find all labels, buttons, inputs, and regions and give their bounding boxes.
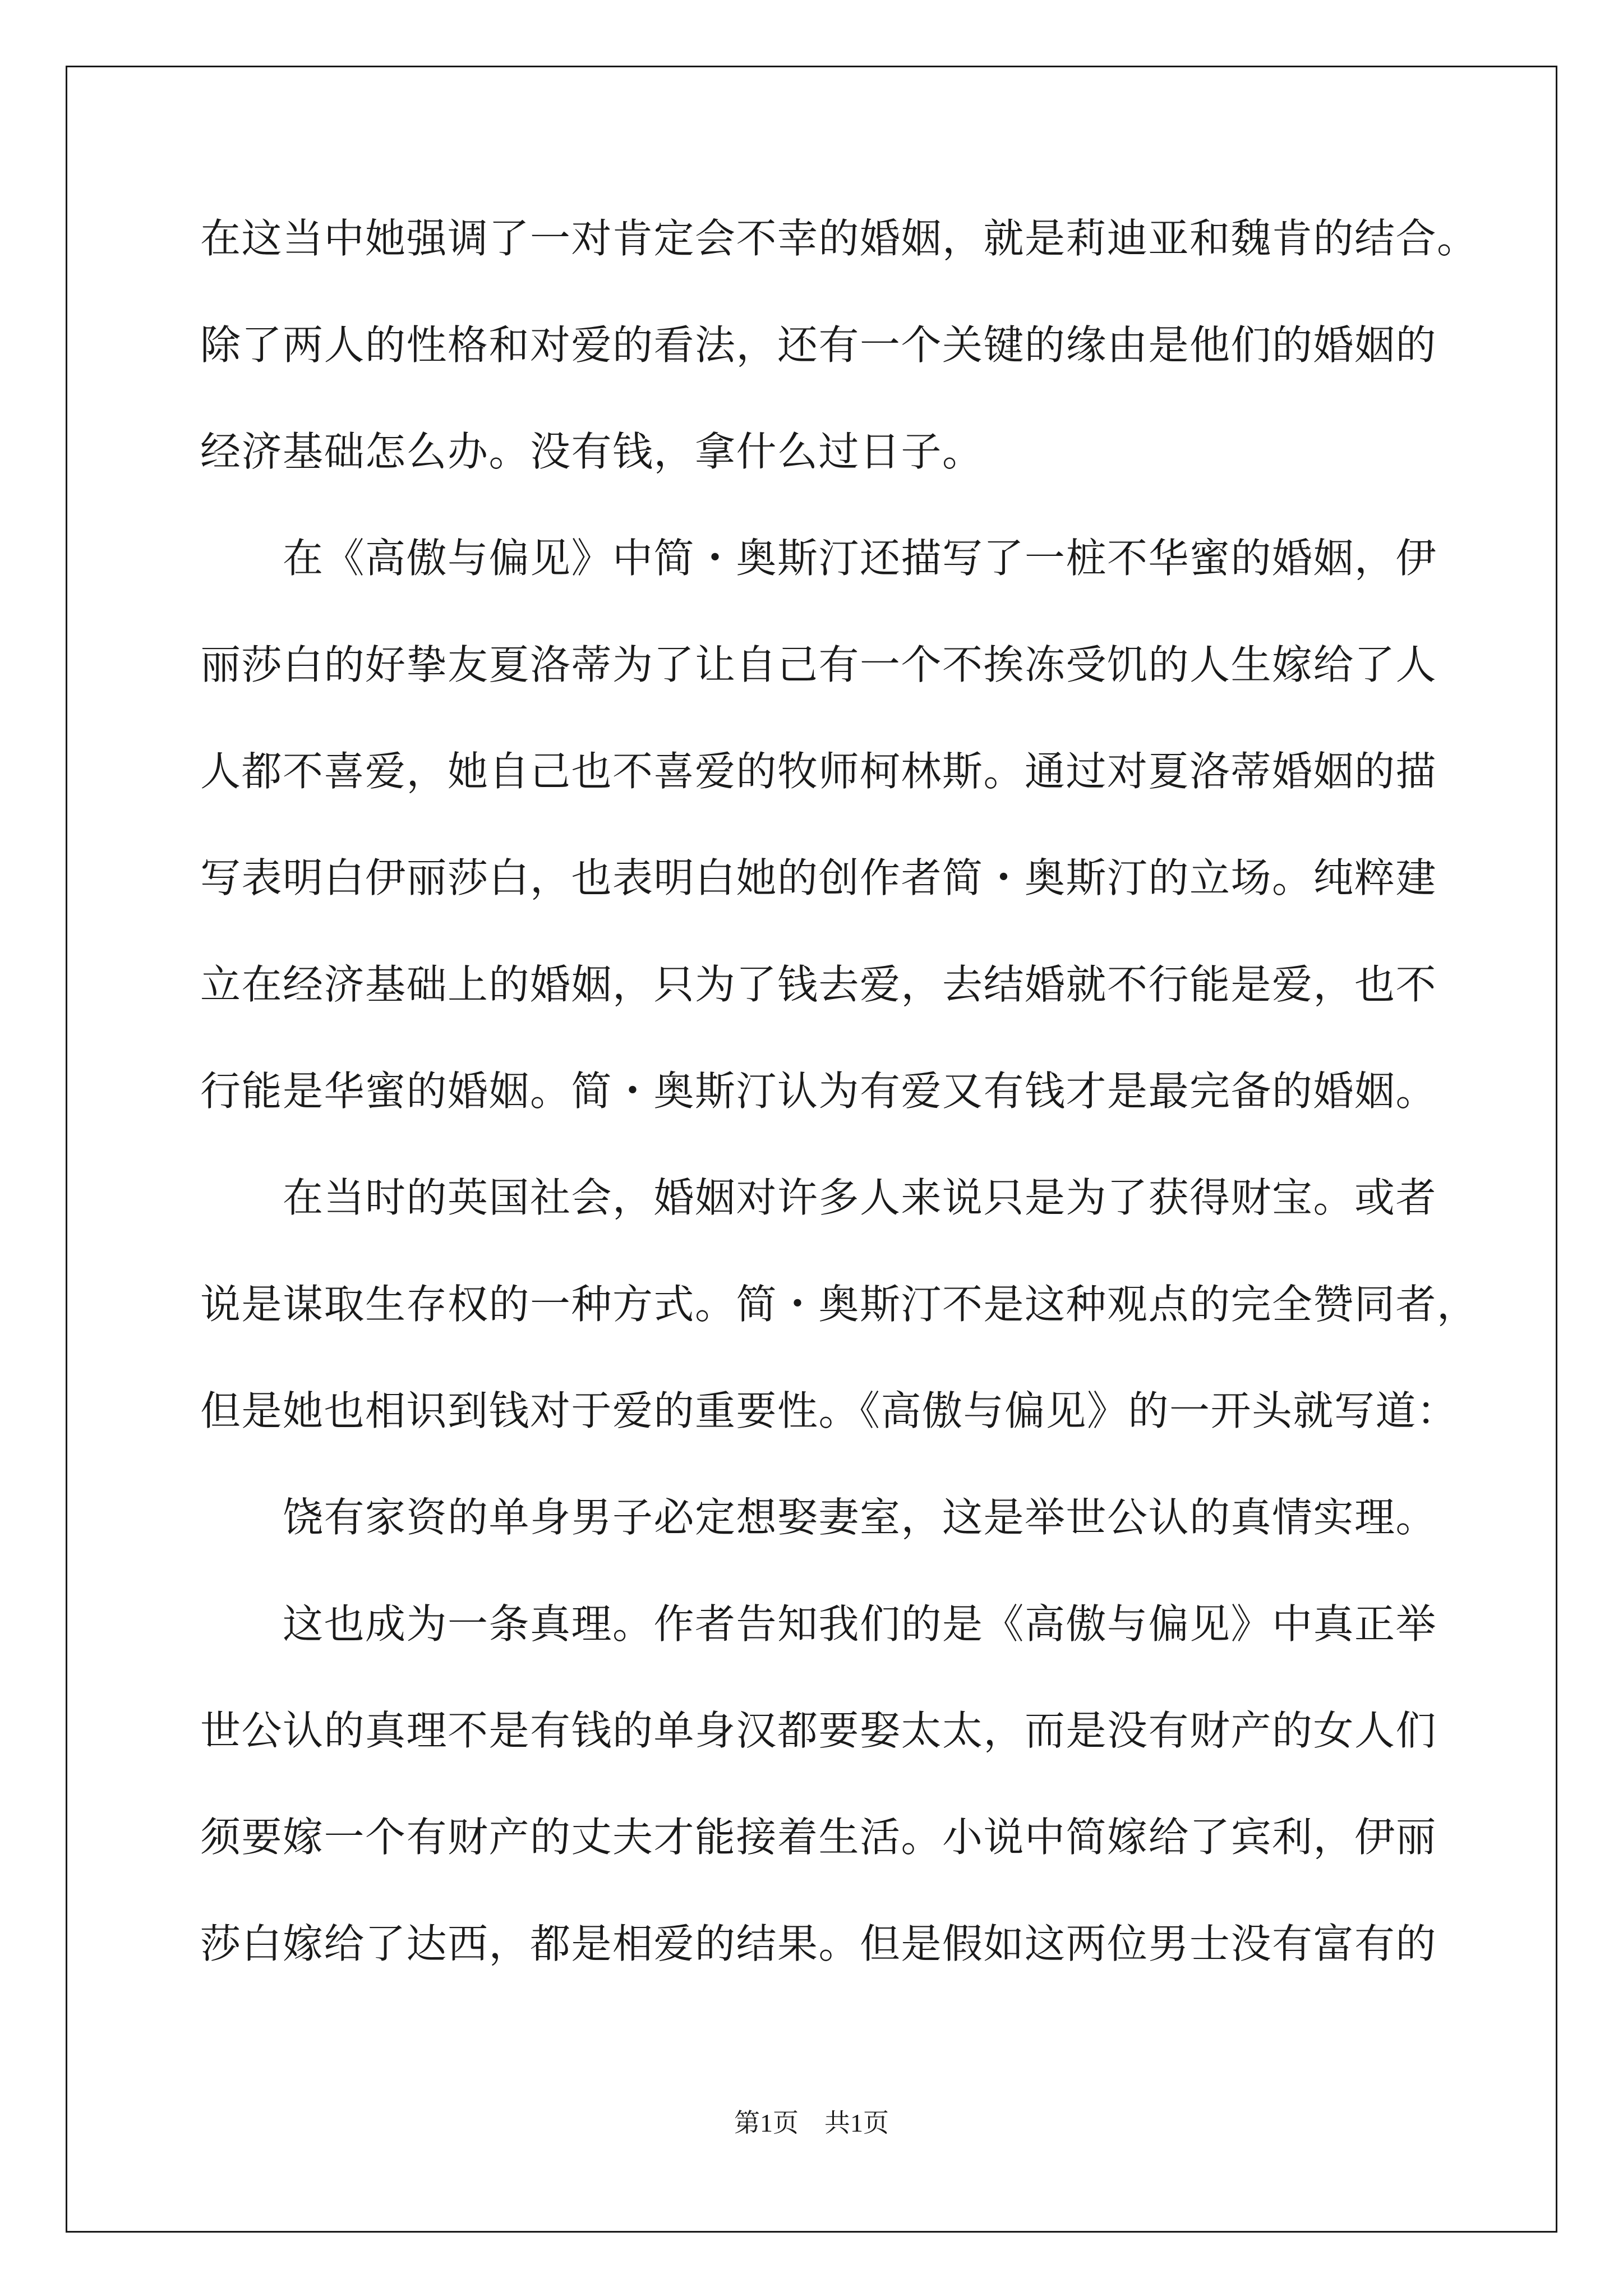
text-line: 饶有家资的单身男子必定想娶妻室，这是举世公认的真情实理。 bbox=[200, 1494, 1437, 1541]
document-body bbox=[200, 185, 1478, 1997]
text-line: 须要嫁一个有财产的丈夫才能接着生活。小说中简嫁给了宾利，伊丽 bbox=[200, 1814, 1437, 1861]
text-line: 世公认的真理不是有钱的单身汉都要娶太太，而是没有财产的女人们 bbox=[200, 1707, 1437, 1754]
text-line: 这也成为一条真理。作者告知我们的是《高傲与偏见》中真正举 bbox=[200, 1600, 1437, 1648]
text-line: 经济基础怎么办。没有钱，拿什么过日子。 bbox=[200, 428, 984, 475]
text-line: 行能是华蜜的婚姻。简・奥斯汀认为有爱又有钱才是最完备的婚姻。 bbox=[200, 1068, 1437, 1115]
text-line: 说是谋取生存权的一种方式。简・奥斯汀不是这种观点的完全赞同者， bbox=[200, 1281, 1478, 1328]
text-line: 除了两人的性格和对爱的看法，还有一个关键的缘由是他们的婚姻的 bbox=[200, 321, 1437, 369]
text-line: 丽莎白的好挚友夏洛蒂为了让自己有一个不挨冻受饥的人生嫁给了人 bbox=[200, 641, 1437, 688]
page-number: 第1页 共1页 bbox=[734, 2109, 889, 2137]
text-line: 莎白嫁给了达西，都是相爱的结果。但是假如这两位男士没有富有的 bbox=[200, 1920, 1437, 1967]
page-footer bbox=[0, 2106, 1623, 2140]
text-line: 但是她也相识到钱对于爱的重要性。《高傲与偏见》的一开头就写道： bbox=[200, 1387, 1458, 1434]
text-line: 人都不喜爱，她自己也不喜爱的牧师柯林斯。通过对夏洛蒂婚姻的描 bbox=[200, 748, 1437, 795]
text-line: 在当时的英国社会，婚姻对许多人来说只是为了获得财宝。或者 bbox=[200, 1174, 1437, 1221]
text-line: 在这当中她强调了一对肯定会不幸的婚姻，就是莉迪亚和魏肯的结合。 bbox=[200, 215, 1478, 262]
text-line: 立在经济基础上的婚姻，只为了钱去爱，去结婚就不行能是爱，也不 bbox=[200, 961, 1437, 1008]
text-line: 写表明白伊丽莎白，也表明白她的创作者简・奥斯汀的立场。纯粹建 bbox=[200, 854, 1437, 901]
text-line: 在《高傲与偏见》中简・奥斯汀还描写了一桩不华蜜的婚姻，伊 bbox=[200, 535, 1437, 582]
